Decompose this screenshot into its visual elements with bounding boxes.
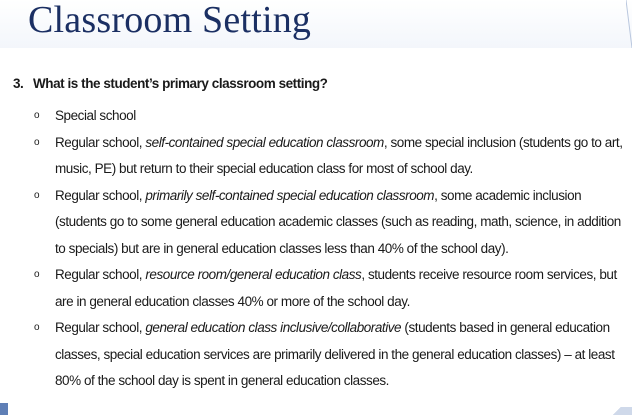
question-number: 3.: [13, 76, 24, 91]
option-item: [0, 183, 632, 263]
option-text: Regular school,: [55, 134, 146, 150]
option-emphasis: self-contained special education classroom: [145, 134, 384, 150]
option-line: [55, 103, 622, 130]
option-line: to specials) but are in general education classes less than 40% of the school day).: [55, 240, 509, 256]
option-line: (students go to some general education academic classes (such as reading, math, science, in addition: [55, 214, 621, 229]
bullet-icon: o: [34, 189, 40, 201]
right-accent-shape: [608, 407, 632, 415]
option-text: , some special inclusion (students go to art,: [383, 134, 623, 150]
option-text: Regular school,: [55, 187, 146, 203]
option-line: 80% of the school day is spent in general education classes.: [55, 373, 389, 388]
option-text: , some academic inclusion: [434, 187, 582, 203]
option-item: [0, 315, 632, 395]
option-text: , students receive resource room services, but: [361, 267, 617, 282]
bullet-icon: o: [34, 269, 40, 280]
option-line: [55, 130, 622, 157]
option-item: [0, 130, 632, 183]
bullet-icon: o: [34, 322, 40, 333]
option-emphasis: resource room/general education class: [145, 267, 362, 282]
option-item: [0, 262, 632, 315]
question-text: What is the student’s primary classroom setting?: [33, 76, 328, 91]
option-text: Special school: [55, 108, 136, 123]
corner-decoration: [626, 0, 632, 48]
option-line: [55, 315, 622, 342]
option-list: [0, 103, 632, 395]
option-line: [55, 262, 622, 289]
option-line: classes, special education services are primarily delivered in the general education classes) – at least: [55, 346, 615, 362]
left-accent-bar: [0, 403, 8, 415]
option-text: (students based in general education: [401, 320, 610, 335]
option-emphasis: general education class inclusive/collaborative: [145, 320, 402, 335]
option-line: music, PE) but return to their special education class for most of school day.: [55, 161, 473, 176]
bullet-icon: o: [34, 136, 40, 148]
option-text: Regular school,: [55, 267, 146, 282]
option-emphasis: primarily self-contained special education classroom: [145, 187, 435, 203]
slide-title: Classroom Setting: [28, 0, 312, 41]
option-line: are in general education classes 40% or more of the school day.: [55, 293, 410, 309]
option-text: Regular school,: [55, 320, 146, 335]
bullet-icon: o: [34, 110, 40, 121]
option-item: [0, 103, 632, 130]
question: [13, 76, 623, 91]
option-line: [55, 183, 622, 210]
